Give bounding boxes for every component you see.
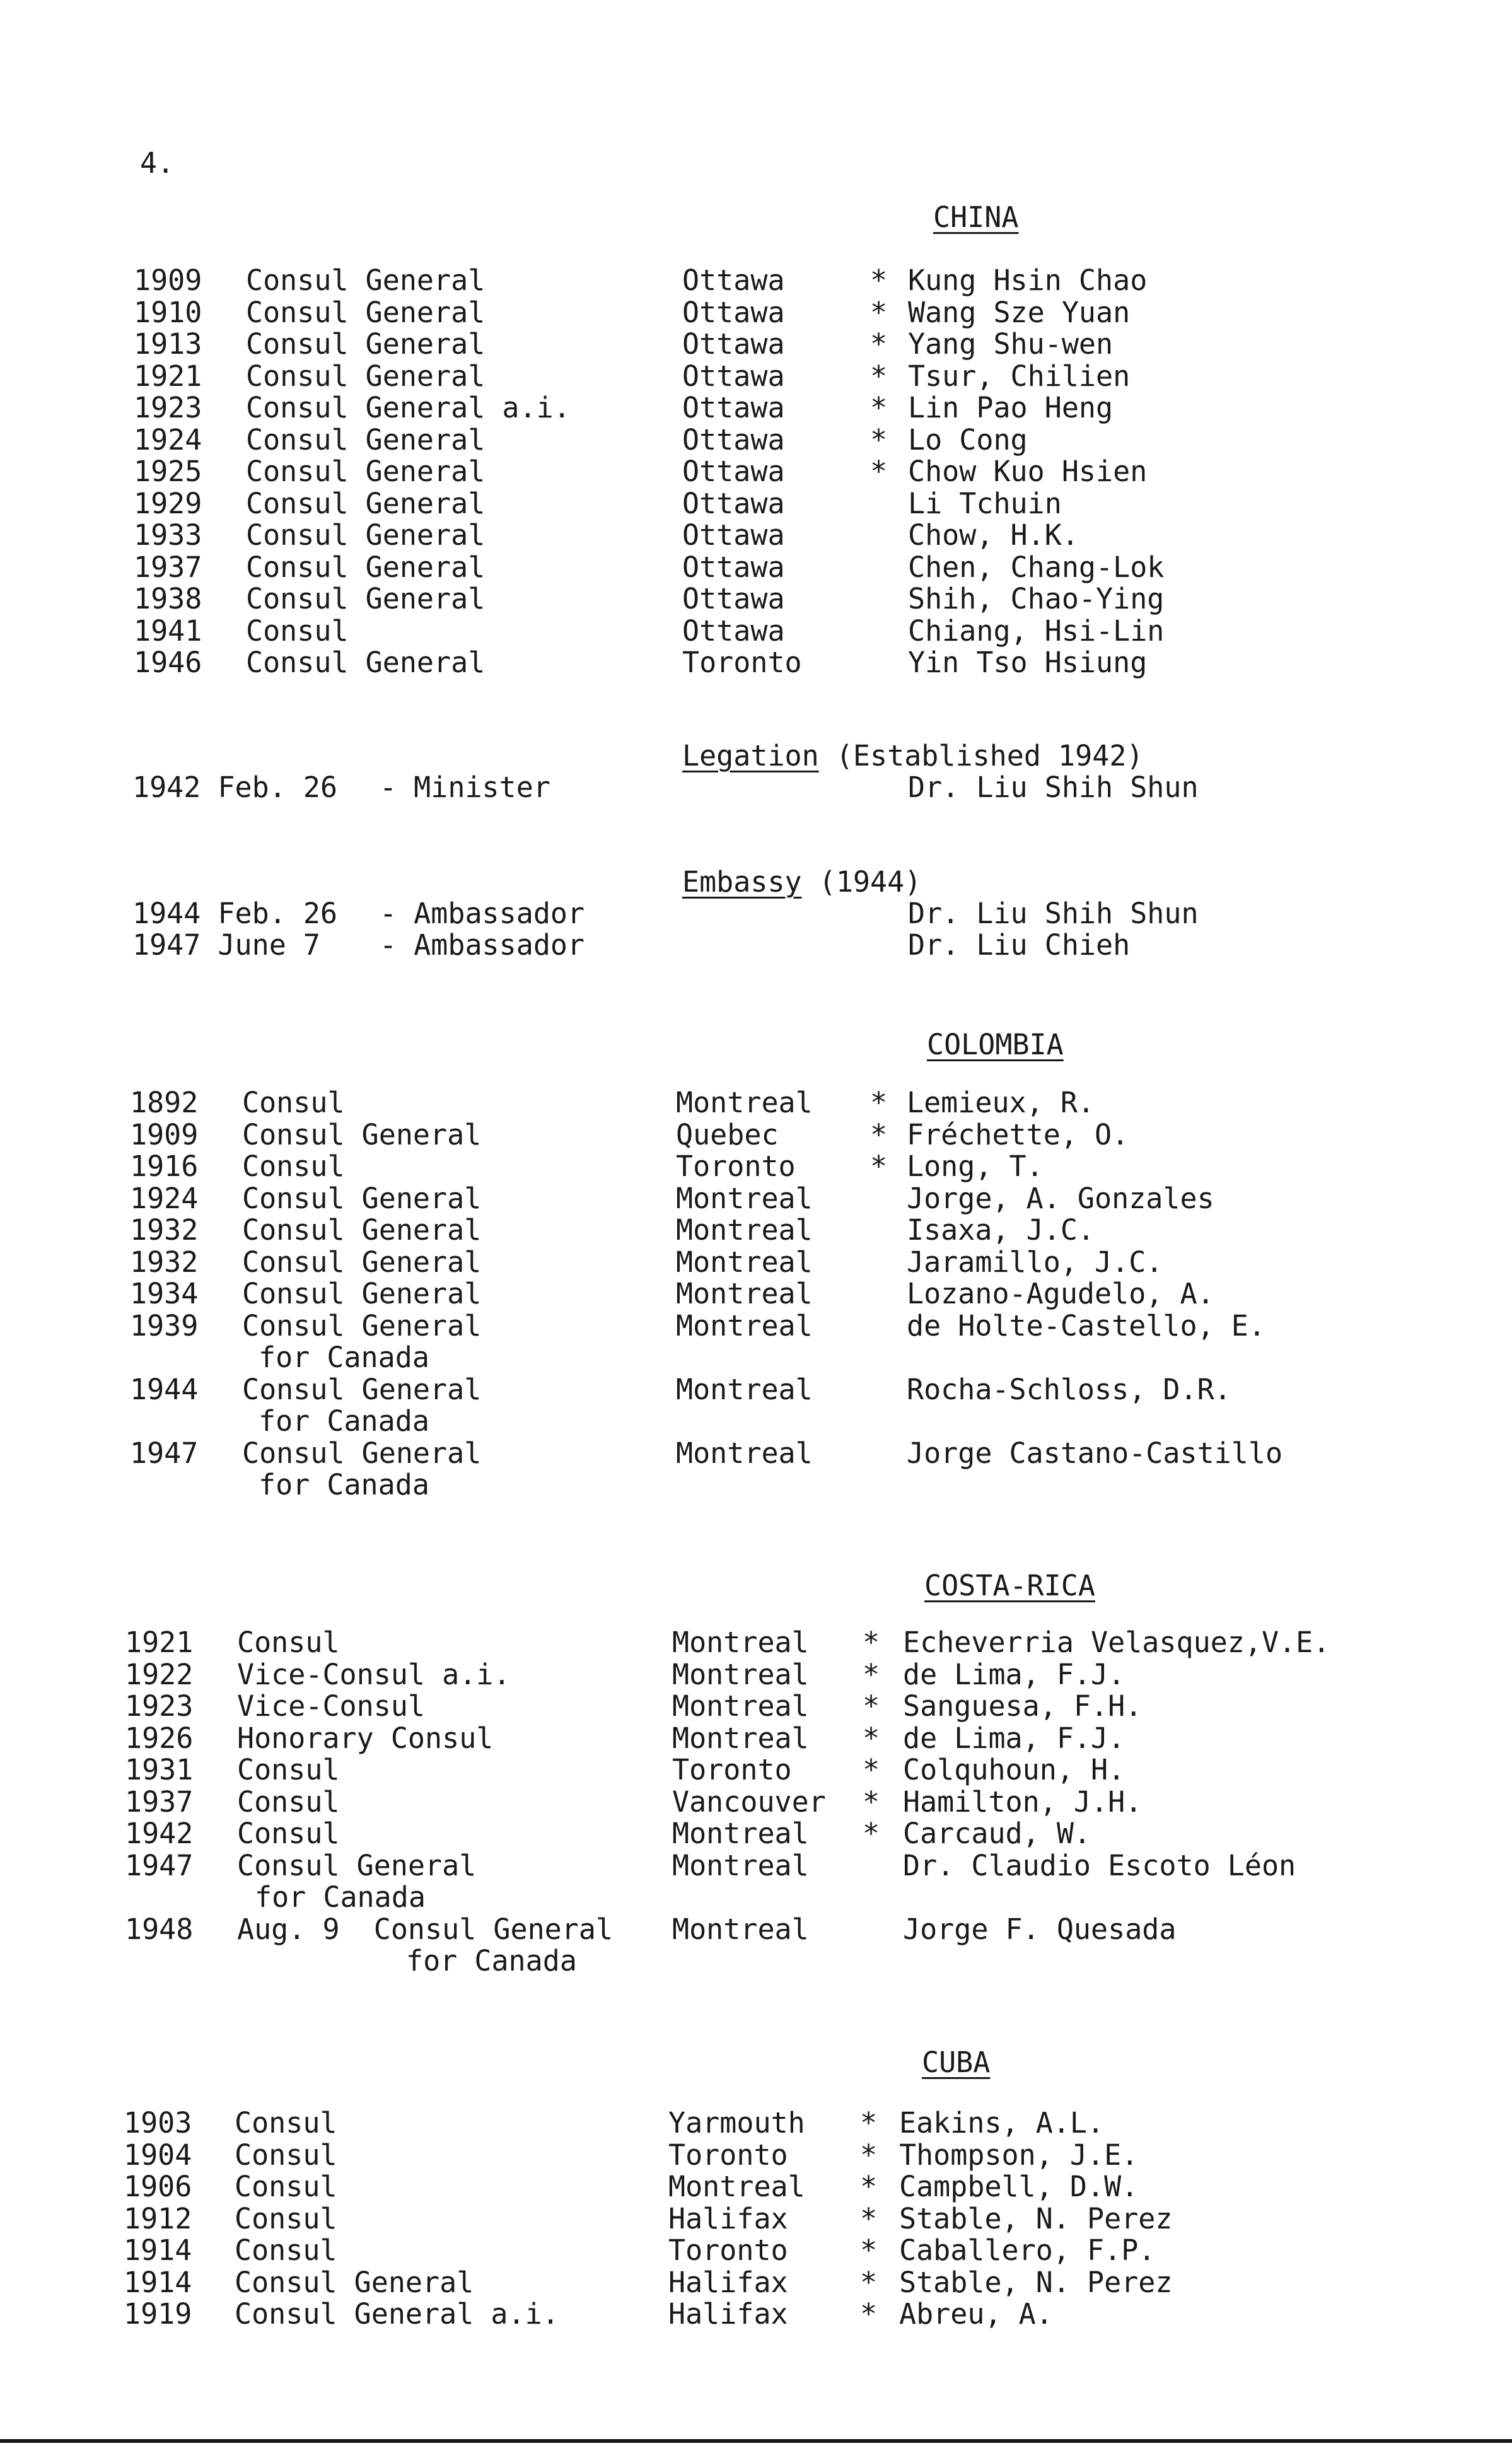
title-cell: Consul (242, 1150, 345, 1183)
table-row (0, 2234, 1512, 2266)
page-number: 4. (140, 146, 175, 180)
title-cell: Consul General (246, 518, 486, 552)
title-cell: Honorary Consul (237, 1721, 494, 1755)
year-cell: 1923 (125, 1689, 194, 1723)
table-row (0, 391, 1512, 424)
city-cell: Ottawa (682, 359, 785, 393)
year-cell: 1932 (130, 1245, 199, 1279)
name-cell: Campbell, D.W. (899, 2170, 1139, 2203)
asterisk-mark: * (860, 2106, 878, 2140)
asterisk-mark: * (870, 422, 888, 457)
name-cell: Jorge, A. Gonzales (907, 1181, 1214, 1215)
table-row (0, 550, 1512, 583)
name-cell: Kung Hsin Chao (908, 264, 1148, 297)
name-cell: Carcaud, W. (903, 1817, 1091, 1850)
asterisk-mark: * (863, 1817, 880, 1850)
table-row (0, 359, 1512, 392)
name-cell: Eakins, A.L. (899, 2106, 1105, 2140)
table-row (0, 1689, 1512, 1722)
city-cell: Vancouver (672, 1785, 826, 1819)
table-row (0, 1913, 1512, 1945)
name-cell: Sanguesa, F.H. (903, 1689, 1143, 1723)
title-cell: Consul (237, 1626, 340, 1659)
table-row (0, 1817, 1512, 1849)
asterisk-mark: * (863, 1626, 880, 1659)
year-cell: 1944 (130, 1372, 199, 1406)
name-cell: Caballero, F.P. (899, 2234, 1156, 2267)
name-cell: Wang Sze Yuan (908, 295, 1131, 329)
name-cell: Echeverria Velasquez,V.E. (903, 1626, 1330, 1659)
year-cell: 1938 (134, 582, 202, 615)
city-cell: Montreal (676, 1436, 813, 1470)
year-cell: 1922 (125, 1657, 194, 1691)
city-cell: Ottawa (682, 486, 785, 520)
title-cell: Consul General (242, 1181, 482, 1215)
legation-label: Legation (682, 739, 819, 772)
table-row (0, 2138, 1512, 2171)
name-cell: Chiang, Hsi-Lin (908, 614, 1165, 648)
table-row (0, 2202, 1512, 2235)
table-row (0, 1436, 1512, 1469)
title-cell: Consul (235, 2106, 337, 2140)
country-heading-cuba: CUBA (922, 2046, 991, 2079)
city-cell: Halifax (668, 2201, 788, 2235)
asterisk-mark: * (860, 2201, 878, 2235)
asterisk-mark: * (860, 2138, 878, 2172)
asterisk-mark: * (870, 455, 888, 488)
name-cell: Chow, H.K. (908, 518, 1079, 552)
title-continuation: for Canada (259, 1404, 429, 1438)
country-heading-china: CHINA (933, 201, 1019, 234)
year-cell: 1916 (130, 1150, 199, 1183)
name-cell: Thompson, J.E. (899, 2138, 1139, 2172)
name-cell: Dr. Claudio Escoto Léon (903, 1848, 1296, 1882)
asterisk-mark: * (870, 327, 888, 361)
city-cell: Ottawa (682, 455, 785, 488)
table-row (0, 1785, 1512, 1818)
year-cell: 1904 (124, 2138, 192, 2172)
asterisk-mark: * (870, 1150, 888, 1183)
table-row (0, 2297, 1512, 2330)
city-cell: Montreal (668, 2170, 805, 2203)
table-row (0, 487, 1512, 520)
asterisk-mark: * (863, 1657, 880, 1691)
country-heading-colombia: COLOMBIA (927, 1028, 1064, 1061)
year-cell: 1946 (134, 646, 202, 679)
year-cell: 1923 (134, 391, 202, 424)
table-row (0, 1118, 1512, 1151)
table-row (0, 423, 1512, 456)
city-cell: Yarmouth (668, 2106, 805, 2140)
table-row (0, 1213, 1512, 1246)
table-row (0, 455, 1512, 487)
embassy-label: Embassy (682, 865, 802, 899)
title-cell: Consul (237, 1785, 340, 1819)
legation-title: - Minister (380, 771, 550, 804)
legation-note: (Established 1942) (818, 739, 1144, 772)
embassy-date: 1944 Feb. 26 (132, 897, 338, 930)
year-cell: 1919 (124, 2297, 192, 2331)
year-cell: 1939 (130, 1308, 199, 1343)
city-cell: Ottawa (682, 518, 785, 552)
year-cell: 1933 (134, 518, 202, 552)
city-cell: Montreal (672, 1848, 809, 1882)
legation-name: Dr. Liu Shih Shun (908, 771, 1199, 804)
city-cell: Ottawa (682, 582, 785, 615)
legation-row (0, 771, 1512, 803)
asterisk-mark: * (863, 1785, 880, 1819)
title-cell: Consul General (242, 1213, 482, 1247)
legation-heading (682, 739, 1144, 772)
table-row (0, 327, 1512, 360)
table-row (0, 1626, 1512, 1658)
title-cell: Consul General (242, 1372, 482, 1406)
year-cell: 1941 (134, 614, 202, 648)
year-cell: 1914 (124, 2234, 192, 2267)
name-cell: Isaxa, J.C. (907, 1213, 1095, 1247)
table-row (0, 518, 1512, 551)
city-cell: Montreal (672, 1912, 809, 1946)
name-cell: de Holte-Castello, E. (907, 1308, 1265, 1343)
city-cell: Halifax (668, 2265, 788, 2299)
year-cell: 1937 (134, 550, 202, 584)
year-cell: 1925 (134, 455, 202, 488)
city-cell: Montreal (676, 1213, 813, 1247)
city-cell: Ottawa (682, 264, 785, 297)
city-cell: Ottawa (682, 550, 785, 584)
name-cell: Hamilton, J.H. (903, 1785, 1143, 1819)
name-cell: Stable, N. Perez (899, 2265, 1173, 2299)
name-cell: Jaramillo, J.C. (907, 1245, 1163, 1279)
city-cell: Halifax (668, 2297, 788, 2331)
title-cell: Consul General (246, 264, 486, 297)
city-cell: Montreal (672, 1817, 809, 1850)
embassy-name: Dr. Liu Shih Shun (908, 897, 1199, 930)
title-cell: Consul General (246, 550, 486, 584)
title-cell: Consul (235, 2170, 337, 2203)
embassy-row (0, 928, 1512, 961)
year-cell: 1921 (125, 1626, 194, 1659)
asterisk-mark: * (870, 295, 888, 329)
city-cell: Ottawa (682, 422, 785, 457)
legation-date: 1942 Feb. 26 (132, 771, 338, 804)
city-cell: Montreal (676, 1181, 813, 1215)
table-row (0, 1086, 1512, 1119)
year-cell: 1912 (124, 2201, 192, 2235)
title-cell: Consul General (237, 1848, 477, 1882)
table-row (0, 646, 1512, 679)
name-cell: de Lima, F.J. (903, 1657, 1125, 1691)
year-cell: 1909 (134, 264, 202, 297)
city-cell: Ottawa (682, 391, 785, 424)
year-cell: 1924 (130, 1181, 199, 1215)
country-heading-costa-rica: COSTA-RICA (924, 1569, 1095, 1602)
year-cell: 1906 (124, 2170, 192, 2203)
name-cell: de Lima, F.J. (903, 1721, 1125, 1755)
year-cell: 1909 (130, 1117, 199, 1151)
embassy-heading (682, 865, 921, 899)
title-cell: Consul (235, 2234, 337, 2267)
year-cell: 1931 (125, 1753, 194, 1786)
name-cell: Shih, Chao-Ying (908, 582, 1165, 615)
title-cell: Consul General (246, 327, 486, 361)
asterisk-mark: * (870, 264, 888, 297)
title-cell: Vice-Consul (237, 1689, 426, 1723)
title-continuation: for Canada (259, 1341, 429, 1374)
embassy-note: (1944) (801, 865, 922, 899)
table-row (0, 1277, 1512, 1310)
title-cell: Consul (235, 2138, 337, 2172)
table-row (0, 296, 1512, 329)
table-row (0, 582, 1512, 615)
title-cell: Consul (237, 1753, 340, 1786)
city-cell: Toronto (668, 2138, 788, 2172)
name-cell: Colquhoun, H. (903, 1753, 1125, 1786)
city-cell: Quebec (676, 1117, 779, 1151)
title-continuation: for Canada (255, 1880, 426, 1914)
city-cell: Toronto (672, 1753, 792, 1786)
year-cell: 1942 (125, 1817, 194, 1850)
year-cell: 1932 (130, 1213, 199, 1247)
year-cell: 1913 (134, 327, 202, 361)
year-cell: 1903 (124, 2106, 192, 2140)
year-cell: 1937 (125, 1785, 194, 1819)
title-cell: Vice-Consul a.i. (237, 1657, 511, 1691)
table-row (0, 614, 1512, 647)
name-cell: Chen, Chang-Lok (908, 550, 1165, 584)
table-row (0, 2170, 1512, 2203)
city-cell: Montreal (672, 1721, 809, 1755)
embassy-row (0, 897, 1512, 929)
asterisk-mark: * (870, 1086, 888, 1119)
year-cell: 1947 (130, 1436, 199, 1470)
name-cell: Yin Tso Hsiung (908, 646, 1148, 679)
title-cell: Consul General (246, 295, 486, 329)
table-row (0, 1373, 1512, 1406)
name-cell: Lin Pao Heng (908, 391, 1114, 424)
name-cell: Stable, N. Perez (899, 2201, 1173, 2235)
title-cell: Consul General (242, 1436, 482, 1470)
year-cell: 1929 (134, 486, 202, 520)
title-cell: Consul (242, 1086, 345, 1119)
name-cell: Li Tchuin (908, 486, 1062, 520)
city-cell: Montreal (672, 1657, 809, 1691)
name-cell: Fréchette, O. (907, 1117, 1129, 1151)
table-row (0, 1309, 1512, 1342)
name-cell: Jorge F. Quesada (903, 1912, 1177, 1946)
year-cell: 1926 (125, 1721, 194, 1755)
name-cell: Tsur, Chilien (908, 359, 1131, 393)
title-cell: Consul General (246, 455, 486, 488)
title-cell: Consul General (242, 1245, 482, 1279)
title-cell: Consul (237, 1817, 340, 1850)
year-cell: 1921 (134, 359, 202, 393)
title-cell: Consul (246, 614, 349, 648)
city-cell: Toronto (668, 2234, 788, 2267)
table-row (0, 2106, 1512, 2139)
embassy-title: - Ambassador (380, 928, 585, 962)
bottom-edge-rule (0, 2439, 1512, 2443)
name-cell: Chow Kuo Hsien (908, 455, 1148, 488)
title-cell: Consul General (235, 2265, 474, 2299)
city-cell: Toronto (676, 1150, 796, 1183)
city-cell: Montreal (676, 1308, 813, 1343)
title-cell: Aug. 9 Consul General (237, 1912, 614, 1946)
city-cell: Montreal (676, 1277, 813, 1310)
city-cell: Ottawa (682, 614, 785, 648)
name-cell: Abreu, A. (899, 2297, 1053, 2331)
asterisk-mark: * (860, 2265, 878, 2299)
title-cell: Consul General (246, 582, 486, 615)
year-cell: 1948 (125, 1912, 194, 1946)
table-row (0, 1753, 1512, 1786)
city-cell: Montreal (672, 1689, 809, 1723)
name-cell: Yang Shu-wen (908, 327, 1114, 361)
table-row (0, 1658, 1512, 1691)
embassy-date: 1947 June 7 (132, 928, 321, 962)
city-cell: Montreal (676, 1086, 813, 1119)
name-cell: Lozano-Agudelo, A. (907, 1277, 1214, 1310)
table-row (0, 1182, 1512, 1214)
asterisk-mark: * (870, 359, 888, 393)
asterisk-mark: * (863, 1721, 880, 1755)
year-cell: 1947 (125, 1848, 194, 1882)
asterisk-mark: * (860, 2297, 878, 2331)
title-cell: Consul General (242, 1308, 482, 1343)
title-cell: Consul General (246, 646, 486, 679)
table-row (0, 1150, 1512, 1182)
table-row (0, 1245, 1512, 1278)
name-cell: Rocha-Schloss, D.R. (907, 1372, 1231, 1406)
title-continuation: for Canada (406, 1944, 577, 1977)
title-cell: Consul General (242, 1277, 482, 1310)
table-row (0, 264, 1512, 296)
year-cell: 1934 (130, 1277, 199, 1310)
city-cell: Montreal (676, 1245, 813, 1279)
embassy-name: Dr. Liu Chieh (908, 928, 1131, 962)
city-cell: Ottawa (682, 327, 785, 361)
asterisk-mark: * (863, 1753, 880, 1786)
table-row (0, 2266, 1512, 2298)
city-cell: Ottawa (682, 295, 785, 329)
name-cell: Lemieux, R. (907, 1086, 1095, 1119)
asterisk-mark: * (870, 1117, 888, 1151)
name-cell: Lo Cong (908, 422, 1028, 457)
city-cell: Montreal (676, 1372, 813, 1406)
year-cell: 1910 (134, 295, 202, 329)
name-cell: Long, T. (907, 1150, 1044, 1183)
asterisk-mark: * (863, 1689, 880, 1723)
title-cell: Consul General (246, 486, 486, 520)
embassy-title: - Ambassador (380, 897, 585, 930)
city-cell: Toronto (682, 646, 802, 679)
title-cell: Consul (235, 2201, 337, 2235)
year-cell: 1924 (134, 422, 202, 457)
asterisk-mark: * (860, 2170, 878, 2203)
year-cell: 1892 (130, 1086, 199, 1119)
asterisk-mark: * (870, 391, 888, 424)
title-cell: Consul General a.i. (246, 391, 571, 424)
table-row (0, 1849, 1512, 1882)
year-cell: 1914 (124, 2265, 192, 2299)
title-cell: Consul General a.i. (235, 2297, 559, 2331)
table-row (0, 1721, 1512, 1754)
name-cell: Jorge Castano-Castillo (907, 1436, 1283, 1470)
title-cell: Consul General (242, 1117, 482, 1151)
asterisk-mark: * (860, 2234, 878, 2267)
title-continuation: for Canada (259, 1468, 429, 1501)
title-cell: Consul General (246, 359, 486, 393)
title-cell: Consul General (246, 422, 486, 457)
city-cell: Montreal (672, 1626, 809, 1659)
